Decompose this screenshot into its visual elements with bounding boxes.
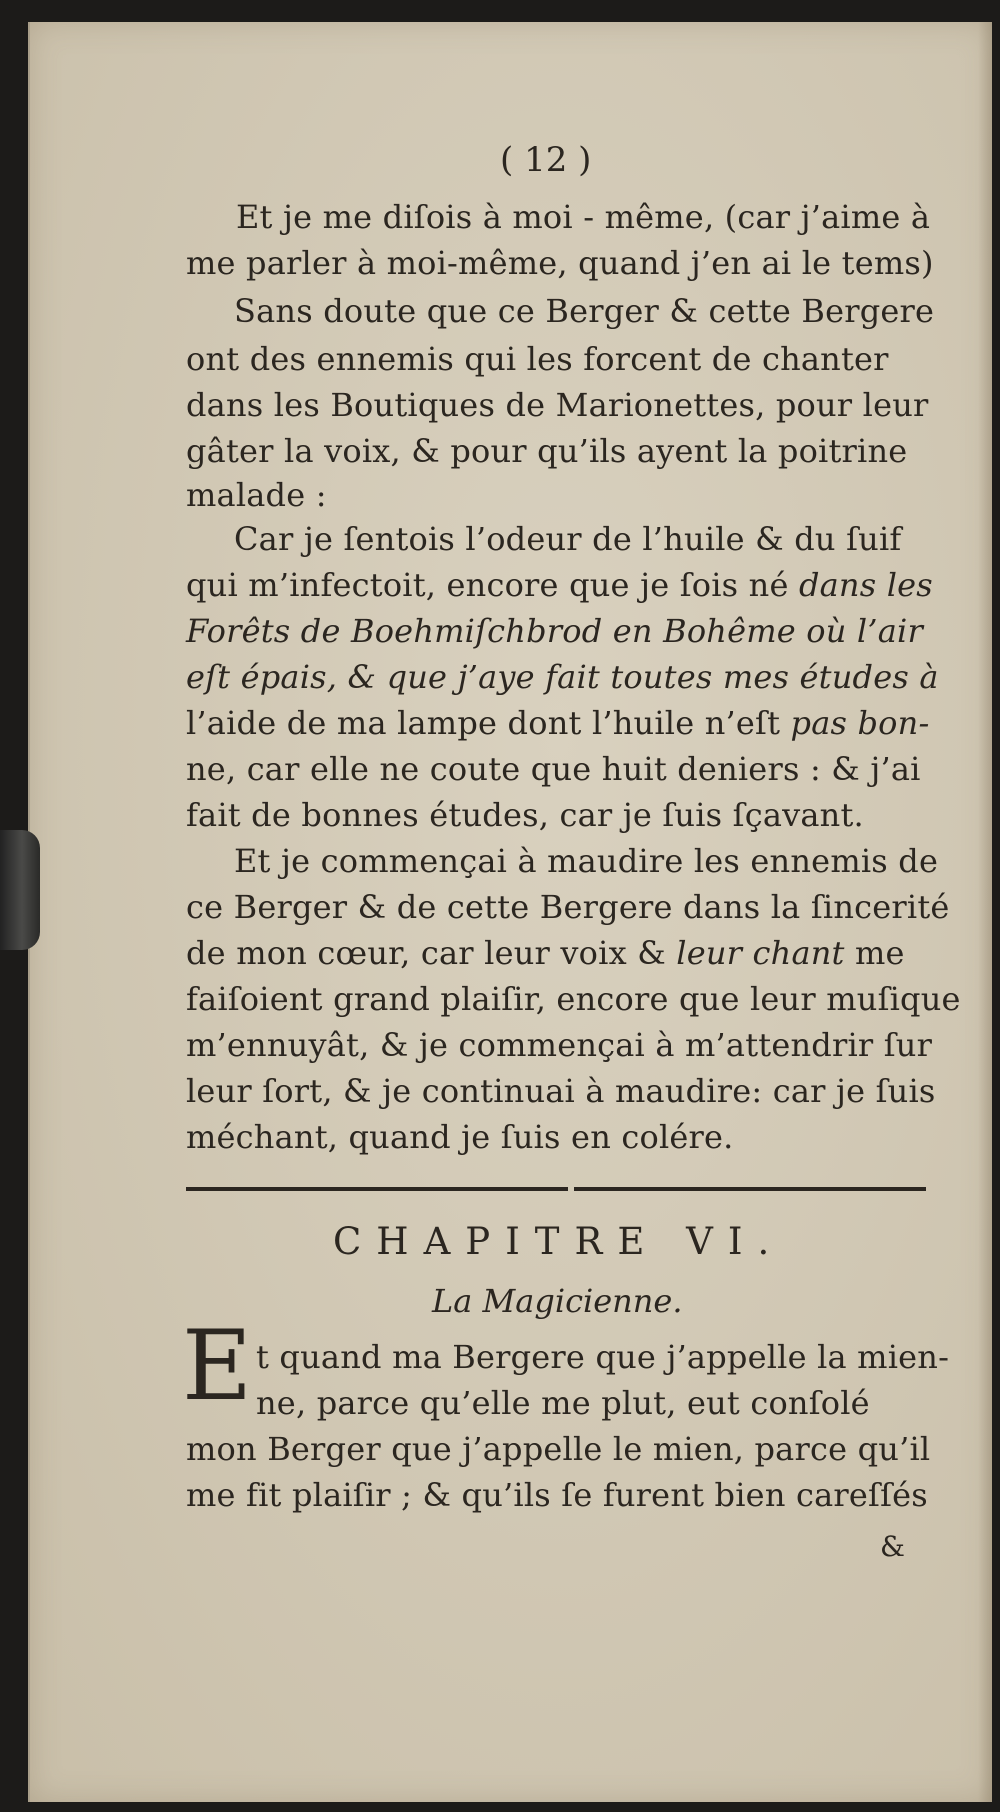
text-line: me parler à moi-même, quand j’en ai le tems) <box>186 244 934 282</box>
text-run: ne, car elle ne coute que huit deniers : & j’ai <box>186 750 921 788</box>
text-line <box>186 980 961 1018</box>
text-line: gâter la voix, & pour qu’ils ayent la poitrine <box>186 432 908 470</box>
text-line <box>186 566 933 604</box>
text-line: dans les Boutiques de Marionettes, pour leur <box>186 386 929 424</box>
text-run: Et je commençai à maudire les ennemis de <box>234 842 939 880</box>
chapter-subtitle: La Magicienne. <box>432 1282 683 1320</box>
text-run: méchant, quand je ſuis en colére. <box>186 1118 734 1156</box>
text-run: faiſoient grand plaiſir, encore que leur muſique <box>186 980 961 1018</box>
page-number: ( 12 ) <box>500 140 592 180</box>
text-line <box>234 842 938 880</box>
text-run: me <box>844 934 905 972</box>
text-line <box>186 612 923 650</box>
text-line: mon Berger que j’appelle le mien, parce qu’il <box>186 1430 931 1468</box>
text-line: t quand ma Bergere que j’appelle la mien- <box>256 1338 950 1376</box>
text-line: malade : <box>186 476 327 514</box>
text-line: Sans doute que ce Berger & cette Bergere <box>234 292 935 330</box>
text-run-italic: leur chant <box>676 934 845 972</box>
text-run-italic: pas bon- <box>790 704 930 742</box>
text-run-italic: dans les <box>798 566 933 604</box>
text-line <box>186 934 905 972</box>
text-run: fait de bonnes études, car je ſuis ſçavant. <box>186 796 864 834</box>
text-line: ont des ennemis qui les forcent de chanter <box>186 340 889 378</box>
separator-rule-left <box>186 1187 568 1191</box>
text-run: qui m’infectoit, encore que je ſois né <box>186 566 799 604</box>
text-line <box>186 1072 936 1110</box>
text-line <box>186 888 950 926</box>
text-run: m’ennuyât, & je commençai à m’attendrir ſur <box>186 1026 933 1064</box>
text-run: l’aide de ma lampe dont l’huile n’eſt <box>186 704 791 742</box>
chapter-heading: CHAPITRE VI. <box>333 1220 785 1263</box>
binding-clip <box>0 830 40 950</box>
separator-rule-right <box>574 1187 926 1191</box>
text-line: ne, parce qu’elle me plut, eut conſolé <box>256 1384 870 1422</box>
text-line <box>186 1026 932 1064</box>
text-run: leur ſort, & je continuai à maudire: car je ſuis <box>186 1072 936 1110</box>
text-line: Et je me diſois à moi - même, (car j’aime à <box>236 198 931 236</box>
catchword: & <box>880 1530 905 1563</box>
text-line <box>186 704 929 742</box>
page-edge-shadow <box>978 22 992 1802</box>
drop-cap-letter: E <box>182 1310 253 1422</box>
text-run-italic: Forêts de Boehmiſchbrod en Bohême où l’air <box>186 612 923 650</box>
text-line <box>186 1118 734 1156</box>
text-run-italic: eſt épais, & que j’aye fait toutes mes études à <box>186 658 939 696</box>
text-line: me fit plaiſir ; & qu’ils ſe furent bien careſſés <box>186 1476 928 1514</box>
text-run: ce Berger & de cette Bergere dans la ſincerité <box>186 888 950 926</box>
text-line <box>186 658 939 696</box>
text-line <box>186 750 921 788</box>
text-run: de mon cœur, car leur voix & <box>186 934 677 972</box>
text-run: Car je ſentois l’odeur de l’huile & du ſuif <box>234 520 902 558</box>
text-line <box>234 520 901 558</box>
text-line <box>186 796 864 834</box>
